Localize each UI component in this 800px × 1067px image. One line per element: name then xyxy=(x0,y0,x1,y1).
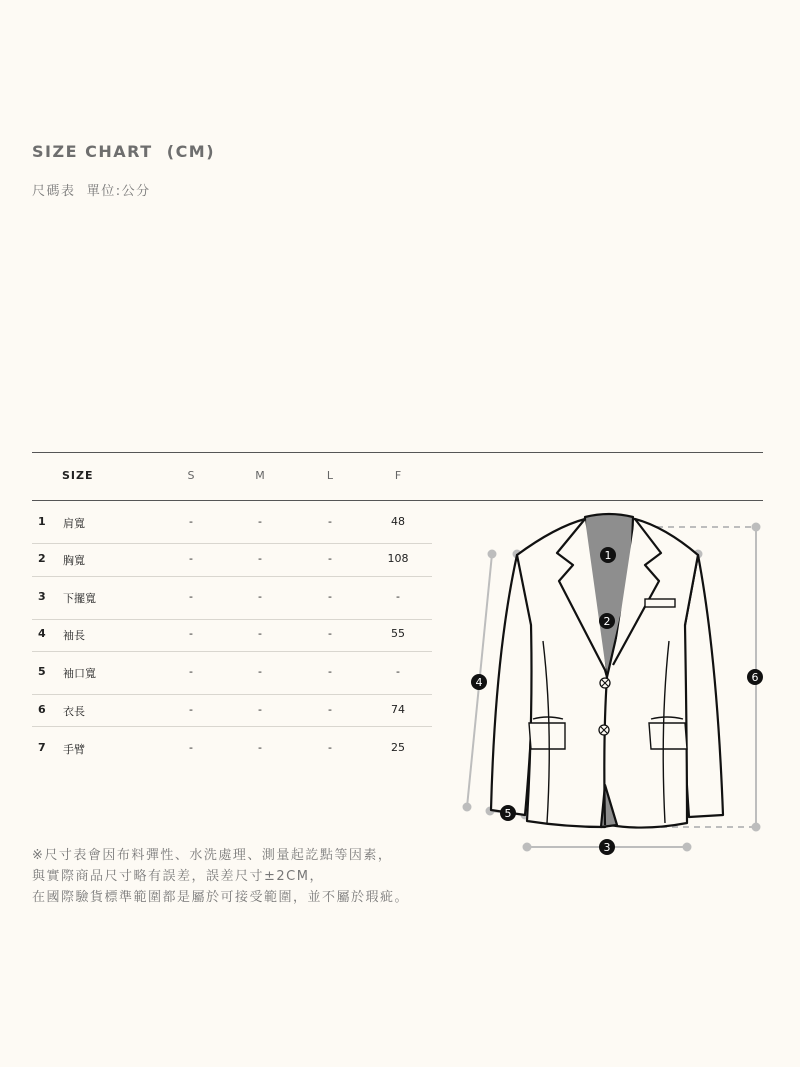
marker-5 xyxy=(500,805,516,821)
note-line: 在國際驗貨標準範圍都是屬於可接受範圍，並不屬於瑕疵。 xyxy=(32,890,410,905)
svg-text:4: 4 xyxy=(475,676,483,689)
value-m: - xyxy=(258,552,262,565)
svg-text:1: 1 xyxy=(604,549,612,562)
value-l: - xyxy=(328,627,332,640)
column-header-size: SIZE xyxy=(62,469,94,482)
value-s: - xyxy=(189,590,193,603)
table-row xyxy=(32,741,432,755)
column-header-l: L xyxy=(326,469,334,482)
value-f: 25 xyxy=(391,741,405,754)
svg-text:2: 2 xyxy=(603,615,611,628)
svg-text:5: 5 xyxy=(504,807,512,820)
table-row xyxy=(32,590,432,604)
row-divider xyxy=(32,619,432,620)
table-row xyxy=(32,665,432,679)
value-f: 74 xyxy=(391,703,405,716)
value-s: - xyxy=(189,665,193,678)
value-m: - xyxy=(258,515,262,528)
row-number: 5 xyxy=(38,665,46,678)
note-line: ※尺寸表會因布料彈性、水洗處理、測量起訖點等因素， xyxy=(32,848,393,863)
measurement-name: 衣長 xyxy=(63,705,85,718)
value-m: - xyxy=(258,665,262,678)
value-f: 48 xyxy=(391,515,405,528)
measurement-name: 袖口寬 xyxy=(63,667,96,680)
marker-6 xyxy=(747,669,763,685)
value-s: - xyxy=(189,703,193,716)
table-row xyxy=(32,515,432,529)
value-s: - xyxy=(189,515,193,528)
table-top-rule xyxy=(32,452,763,453)
table-row xyxy=(32,627,432,641)
note-line: 與實際商品尺寸略有誤差，誤差尺寸±2CM， xyxy=(32,869,324,884)
row-divider xyxy=(32,694,432,695)
column-header-m: M xyxy=(255,469,265,482)
row-divider xyxy=(32,651,432,652)
value-s: - xyxy=(189,627,193,640)
row-number: 2 xyxy=(38,552,46,565)
value-f: - xyxy=(396,590,400,603)
jacket-measurement-diagram xyxy=(455,505,775,865)
value-f: 55 xyxy=(391,627,405,640)
measurement-name: 下擺寬 xyxy=(63,592,96,605)
row-number: 1 xyxy=(38,515,46,528)
row-number: 3 xyxy=(38,590,46,603)
column-header-s: S xyxy=(187,469,195,482)
value-m: - xyxy=(258,590,262,603)
table-row xyxy=(32,703,432,717)
value-l: - xyxy=(328,590,332,603)
value-l: - xyxy=(328,665,332,678)
marker-2 xyxy=(599,613,615,629)
value-f: 108 xyxy=(387,552,409,565)
value-m: - xyxy=(258,741,262,754)
row-divider xyxy=(32,726,432,727)
row-number: 7 xyxy=(38,741,46,754)
value-l: - xyxy=(328,741,332,754)
svg-text:3: 3 xyxy=(603,841,611,854)
marker-4 xyxy=(471,674,487,690)
measurement-name: 袖長 xyxy=(63,629,85,642)
marker-1 xyxy=(600,547,616,563)
value-l: - xyxy=(328,552,332,565)
page-subtitle: 尺碼表 單位:公分 xyxy=(32,184,151,199)
measurement-name: 胸寬 xyxy=(63,554,85,567)
column-header-f: F xyxy=(394,469,402,482)
table-row xyxy=(32,552,432,566)
row-divider xyxy=(32,543,432,544)
measurement-name: 手臂 xyxy=(63,743,85,756)
value-m: - xyxy=(258,627,262,640)
row-number: 6 xyxy=(38,703,46,716)
value-l: - xyxy=(328,703,332,716)
marker-3 xyxy=(599,839,615,855)
row-number: 4 xyxy=(38,627,46,640)
table-header-rule xyxy=(32,500,763,501)
value-s: - xyxy=(189,552,193,565)
disclaimer-note xyxy=(32,845,409,908)
svg-text:6: 6 xyxy=(751,671,759,684)
row-divider xyxy=(32,576,432,577)
value-m: - xyxy=(258,703,262,716)
value-f: - xyxy=(396,665,400,678)
value-l: - xyxy=(328,515,332,528)
value-s: - xyxy=(189,741,193,754)
measurement-name: 肩寬 xyxy=(63,517,85,530)
page-title: SIZE CHART (CM) xyxy=(32,142,216,161)
